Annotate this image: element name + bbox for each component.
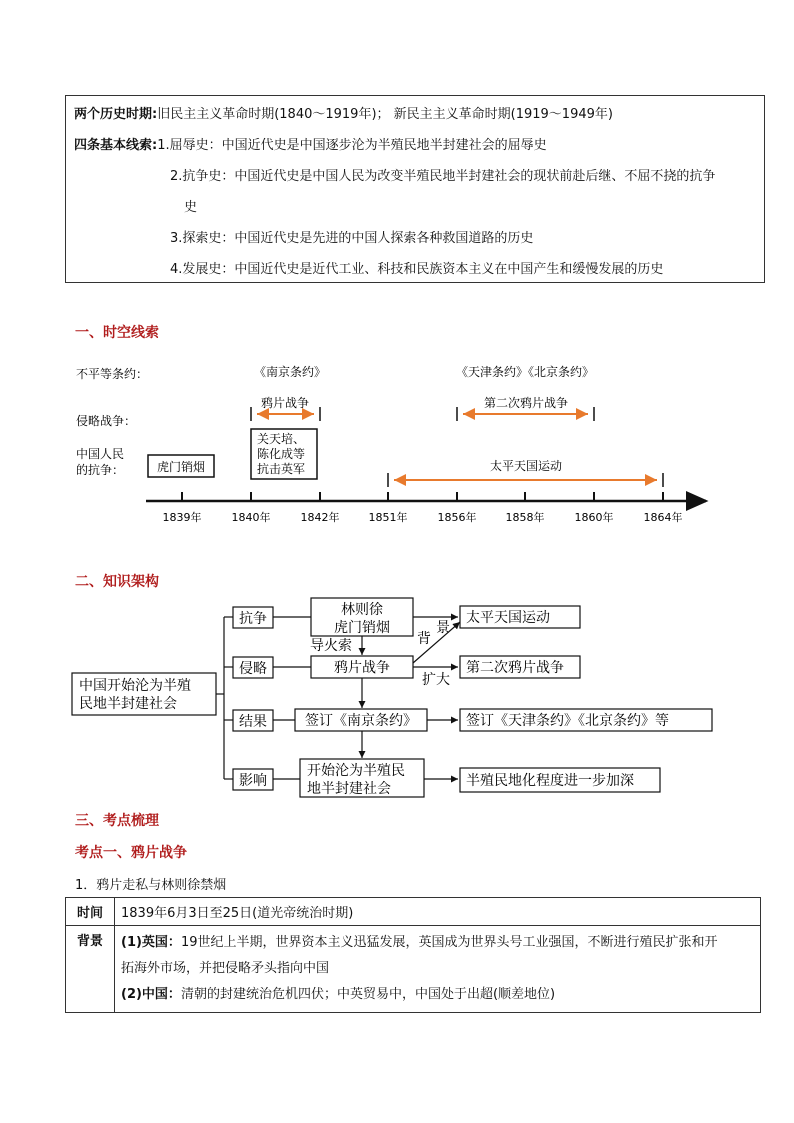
year-label: 1851年 — [368, 511, 408, 524]
sub-heading-1: 1．鸦片走私与林则徐禁烟 — [75, 878, 227, 893]
clue-2: 2.抗争史：中国近代史是中国人民为改变半殖民地半封建社会的现状前赴后继、不屈不挠的抗争 — [170, 169, 716, 184]
clue-1: 1.屈辱史：中国近代史是中国逐步沦为半殖民地半封建社会的屈辱史 — [157, 138, 547, 153]
root-line1: 中国开始沦为半殖 — [79, 678, 191, 694]
tianjin: 签订《天津条约》《北京条约》等 — [466, 713, 669, 729]
row-label-resistance-2: 的抗争： — [76, 463, 125, 477]
row-label-wars: 侵略战争： — [76, 414, 137, 428]
background-value — [115, 926, 761, 1013]
cat-result: 结果 — [239, 714, 267, 730]
event-guan-line2: 陈化成等 — [257, 447, 306, 461]
lin-line2: 虎门销烟 — [334, 620, 390, 636]
deepen: 半殖民地化程度进一步加深 — [466, 773, 634, 789]
background-label: 背景 — [66, 926, 115, 1013]
clues-label: 四条基本线索: — [74, 138, 158, 153]
cat-invade: 侵略 — [239, 661, 267, 677]
background-char-1: 背 — [417, 631, 431, 647]
treaty-tianjin-beijing: 《天津条约》《北京条约》 — [455, 365, 595, 379]
event-guan-line1: 关天培、 — [257, 432, 306, 446]
lin-line1: 林则徐 — [341, 602, 383, 618]
year-label: 1856年 — [437, 511, 477, 524]
point1-title: 考点一、鸦片战争 — [75, 845, 187, 861]
fuse-label: 导火索 — [310, 638, 352, 654]
opium-war: 鸦片战争 — [334, 660, 390, 676]
event-guan-line3: 抗击英军 — [257, 462, 306, 476]
row-label-treaties: 不平等条约： — [76, 367, 149, 381]
year-label: 1858年 — [505, 511, 545, 524]
year-label: 1864年 — [643, 511, 683, 524]
war-opium-label: 鸦片战争 — [260, 396, 310, 410]
start-line1: 开始沦为半殖民 — [307, 763, 405, 779]
section2-title: 二、知识架构 — [75, 574, 159, 590]
bg1-head: (1)英国： — [121, 935, 181, 950]
clue-3: 3.探索史：中国近代史是先进的中国人探索各种救国道路的历史 — [170, 231, 534, 246]
background-char-2: 景 — [436, 620, 450, 636]
row-label-resistance-1: 中国人民 — [76, 447, 125, 461]
section3-title: 三、考点梳理 — [75, 813, 159, 829]
section1-title: 一、时空线索 — [75, 325, 159, 341]
second-war: 第二次鸦片战争 — [466, 660, 564, 676]
bg-paragraph-1b: 拓海外市场，并把侵略矛头指向中国 — [121, 961, 330, 976]
table-row — [66, 926, 761, 1013]
table-row — [66, 898, 761, 926]
taiping: 太平天国运动 — [466, 610, 550, 626]
periods-text: 旧民主主义革命时期(1840～1919年)； 新民主主义革命时期(1919～1949年) — [157, 107, 613, 122]
root-line2: 民地半封建社会 — [79, 696, 177, 712]
bg2-text: 清朝的封建统治危机四伏；中英贸易中，中国处于出超(顺差地位) — [180, 987, 556, 1002]
cat-resist: 抗争 — [239, 611, 267, 627]
event-humen: 虎门销烟 — [156, 460, 206, 474]
bg-paragraph-1 — [121, 930, 754, 956]
war-second-opium-label: 第二次鸦片战争 — [483, 396, 569, 410]
nanjing: 签订《南京条约》 — [305, 713, 417, 729]
year-label: 1839年 — [162, 511, 202, 524]
time-value: 1839年6月3日至25日(道光帝统治时期) — [115, 898, 761, 926]
treaty-nanjing: 《南京条约》 — [253, 365, 327, 379]
clue-2-cont: 史 — [184, 200, 198, 215]
periods-label: 两个历史时期: — [74, 107, 158, 122]
bg2-head: (2)中国： — [121, 987, 181, 1002]
event-taiping-label: 太平天国运动 — [489, 459, 563, 473]
opium-table — [65, 897, 761, 1013]
clue-4: 4.发展史：中国近代史是近代工业、科技和民族资本主义在中国产生和缓慢发展的历史 — [170, 262, 664, 277]
year-label: 1860年 — [574, 511, 614, 524]
bg-paragraph-2 — [121, 982, 754, 1008]
year-label: 1840年 — [231, 511, 271, 524]
time-label: 时间 — [66, 898, 115, 926]
cat-impact: 影响 — [239, 773, 267, 789]
year-label: 1842年 — [300, 511, 340, 524]
expand-label: 扩大 — [422, 672, 450, 688]
bg1-text-a: 19世纪上半期，世界资本主义迅猛发展，英国成为世界头号工业强国，不断进行殖民扩张和开 — [180, 935, 718, 950]
start-line2: 地半封建社会 — [307, 781, 391, 797]
